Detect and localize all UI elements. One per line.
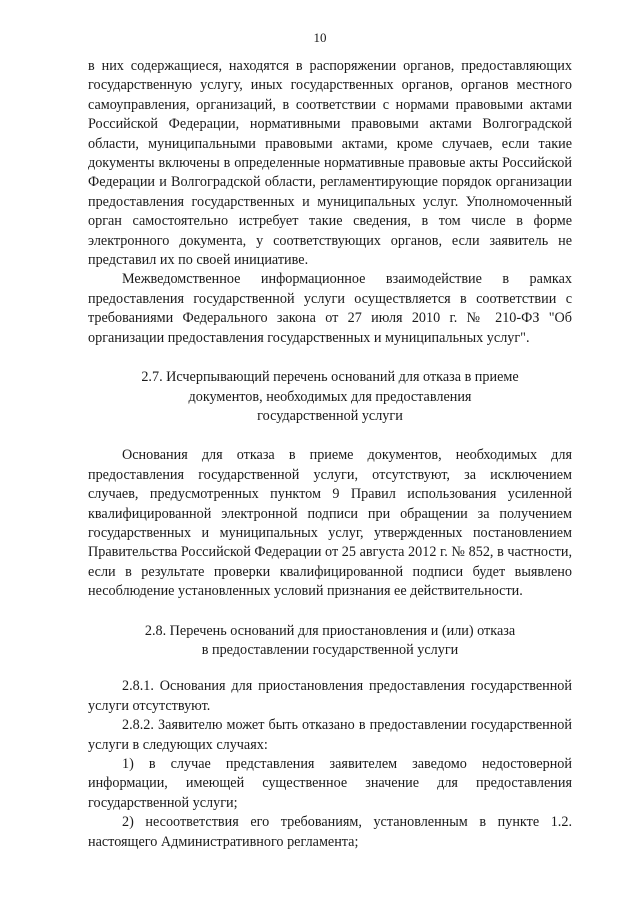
heading-2-7-line1: 2.7. Исчерпывающий перечень оснований для отказа в приеме [141,369,519,386]
paragraph-refusal-grounds: Основания для отказа в приеме документов, необходимых для предоставления государственной услуги, отсутствуют, за исключением случаев, предусмотренных пунктом 9 Правил использования усиленной квалифицированной электронной подписи при обращении за получением государственных и муниципальных услуг, утвержденных постановлением Правительства Российской Федерации от 25 августа 2012 г. № 852, в частности, если в результате проверки квалифицированной подписи будет выявлено несоблюдение установленных условий признания ее действительности. [88,447,572,600]
page-number: 10 [313,30,327,45]
heading-2-8-line1: 2.8. Перечень оснований для приостановления и (или) отказа [144,622,516,639]
section-heading-2-8 [88,622,572,661]
refusal-case-2: 2) несоответствия его требованиям, установленным в пункте 1.2. настоящего Административного регламента; [88,814,572,850]
document-body [88,57,572,852]
heading-2-8-line2: в предоставлении государственной услуги [201,641,459,658]
refusal-case-1: 1) в случае представления заявителем заведомо недостоверной информации, имеющей существенное значение для предоставления государственной услуги; [88,756,572,811]
clause-2-8-2: 2.8.2. Заявителю может быть отказано в предоставлении государственной услуги в следующих случаях: [88,717,572,753]
heading-2-7-line2: документов, необходимых для предоставления [188,388,472,405]
paragraph-interagency-interaction: Межведомственное информационное взаимодействие в рамках предоставления государственной услуги осуществляется в соответствии с требованиями Федерального закона от 27 июля 2010 г. № 210-ФЗ "Об организации предоставления государственных и муниципальных услуг". [88,271,572,346]
heading-2-7-line3: государственной услуги [257,407,403,424]
clause-2-8-1: 2.8.1. Основания для приостановления предоставления государственной услуги отсутствуют. [88,678,572,714]
section-heading-2-7 [88,368,572,426]
paragraph-documents-available: в них содержащиеся, находятся в распоряжении органов, предоставляющих государственную услугу, иных государственных органов, органов местного самоуправления, организаций, в соответствии с нормами правовыми актами Российской Федерации, нормативными правовыми актами Волгоградской области, муниципальными правовыми актами, кроме случаев, если такие документы включены в определенные нормативные правовые акты Российской Федерации и Волгоградской области, регламентирующие порядок организации предоставления государственных и муниципальных услуг. Уполномоченный орган самостоятельно истребует такие сведения, в том числе в форме электронного документа, у соответствующих органов, если заявитель не представил их по своей инициативе. [88,58,572,269]
